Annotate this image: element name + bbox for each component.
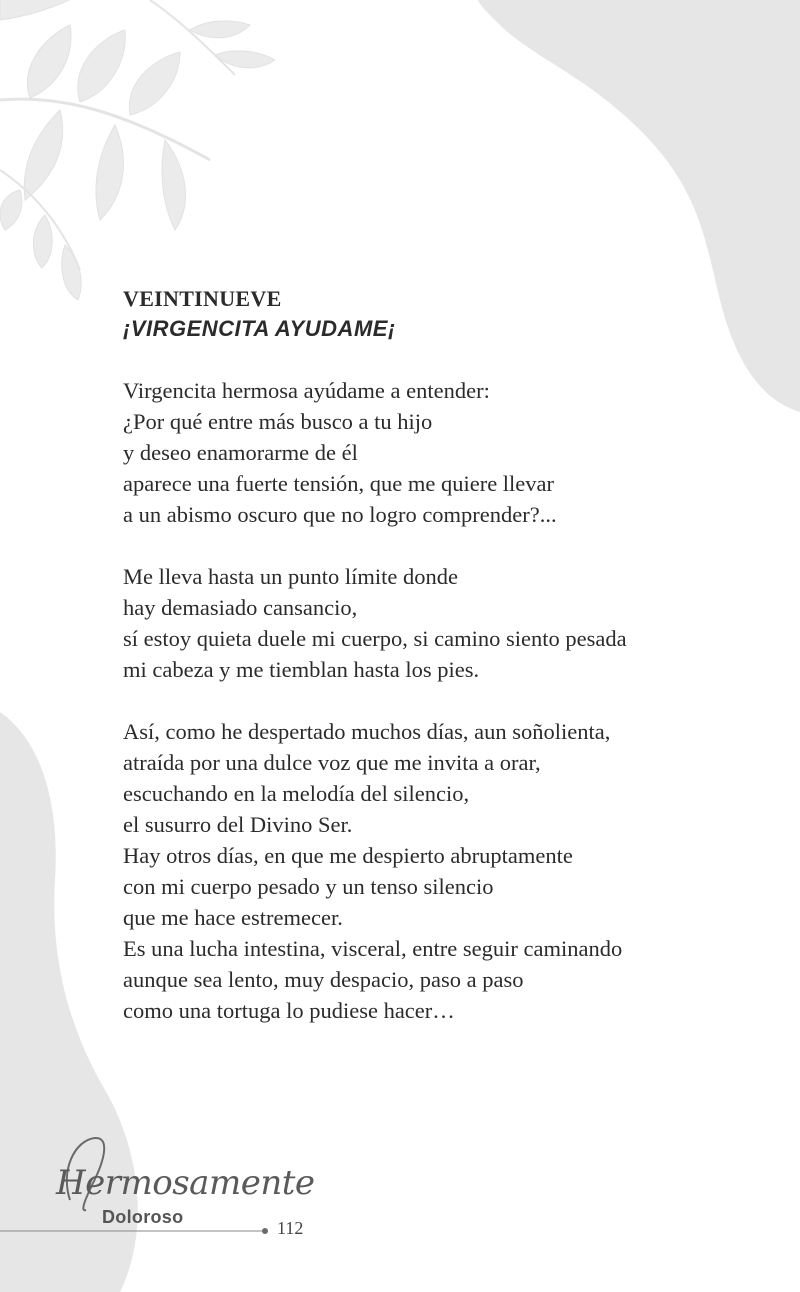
poem-number-title: VEINTINUEVE — [123, 286, 282, 311]
stanza-2 — [123, 561, 763, 685]
poem-line: sí estoy quieta duele mi cuerpo, si camino siento pesada — [123, 626, 627, 651]
poem-line: aparece una fuerte tensión, que me quiere llevar — [123, 471, 555, 496]
poem-line: el susurro del Divino Ser. — [123, 812, 353, 837]
poem-line: aunque sea lento, muy despacio, paso a paso — [123, 967, 524, 992]
poem-line: ¿Por qué entre más busco a tu hijo — [123, 409, 433, 434]
poem — [123, 284, 763, 1026]
poem-line: a un abismo oscuro que no logro comprender?... — [123, 502, 557, 527]
brand-subtitle: Doloroso — [102, 1207, 184, 1227]
poem-title: ¡VIRGENCITA AYUDAME¡ — [123, 316, 396, 341]
stanza-1 — [123, 375, 763, 530]
poem-line: y deseo enamorarme de él — [123, 440, 358, 465]
poem-line: Virgencita hermosa ayúdame a entender: — [123, 378, 490, 403]
poem-line: con mi cuerpo pesado y un tenso silencio — [123, 874, 494, 899]
rule-dot-icon — [262, 1228, 268, 1234]
poem-line: atraída por una dulce voz que me invita a orar, — [123, 750, 541, 775]
poem-line: Así, como he despertado muchos días, aun soñolienta, — [123, 719, 611, 744]
poem-line: Me lleva hasta un punto límite donde — [123, 564, 458, 589]
poem-line: que me hace estremecer. — [123, 905, 343, 930]
page-number: 112 — [277, 1218, 304, 1238]
poem-line: Hay otros días, en que me despierto abruptamente — [123, 843, 573, 868]
poem-line: escuchando en la melodía del silencio, — [123, 781, 470, 806]
leaf-branch-decoration — [0, 0, 275, 300]
poem-line: Es una lucha intestina, visceral, entre seguir caminando — [123, 936, 623, 961]
stanza-3 — [123, 716, 763, 1026]
brand-script: Hermosamente — [56, 1163, 315, 1203]
poem-line: mi cabeza y me tiemblan hasta los pies. — [123, 657, 480, 682]
poem-line: hay demasiado cansancio, — [123, 595, 358, 620]
poem-line: como una tortuga lo pudiese hacer… — [123, 998, 455, 1023]
